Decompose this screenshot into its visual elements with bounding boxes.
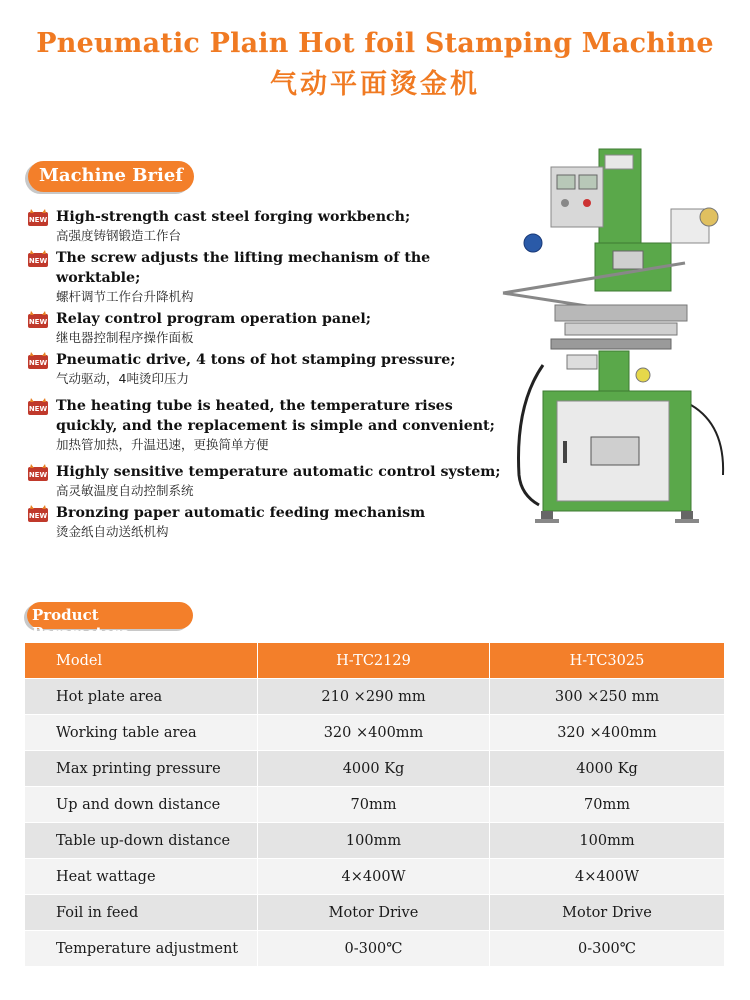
feature-text: The screw adjusts the lifting mechanism of the worktable; [56, 250, 431, 286]
table-cell: 320 ×400mm [257, 715, 489, 750]
svg-text:NEW: NEW [28, 257, 48, 265]
table-cell: Working table area [56, 724, 197, 741]
table-row [25, 714, 724, 750]
table-cell: 100mm [489, 823, 724, 858]
feature-text: High-strength cast steel forging workbench; [56, 209, 411, 225]
svg-text:NEW: NEW [28, 359, 48, 367]
new-badge-icon [26, 504, 50, 526]
feature-text: Pneumatic drive, 4 tons of hot stamping pressure; [56, 352, 456, 368]
feature-text-chinese: 高灵敏温度自动控制系统 [56, 483, 194, 498]
new-badge-icon [26, 208, 50, 230]
table-header-row [25, 642, 724, 678]
table-row [25, 678, 724, 714]
table-cell: 210 ×290 mm [257, 679, 489, 714]
svg-text:NEW: NEW [28, 318, 48, 326]
table-cell: Max printing pressure [56, 760, 221, 777]
feature-text-chinese: 继电器控制程序操作面板 [56, 330, 194, 345]
table-cell: 70mm [257, 787, 489, 822]
header-cell: H-TC2129 [257, 643, 489, 678]
svg-text:NEW: NEW [28, 471, 48, 479]
table-row [25, 930, 724, 966]
page-title-chinese: 气动平面烫金机 [270, 69, 480, 100]
feature-text: Bronzing paper automatic feeding mechanism [56, 505, 426, 521]
table-row [25, 786, 724, 822]
table-row [25, 894, 724, 930]
feature-text-chinese: 高强度铸钢锻造工作台 [56, 228, 182, 243]
table-cell: Foil in feed [56, 904, 139, 921]
svg-text:NEW: NEW [28, 216, 48, 224]
new-badge-icon [26, 463, 50, 485]
machine-brief-heading: Machine Brief [28, 161, 194, 192]
page-title: Pneumatic Plain Hot foil Stamping Machine [36, 28, 714, 59]
table-cell: Up and down distance [56, 796, 221, 813]
header-cell: Model [56, 652, 103, 669]
parameters-table [25, 642, 724, 966]
svg-text:NEW: NEW [28, 405, 48, 413]
feature-item [26, 309, 506, 347]
new-badge-icon [26, 351, 50, 373]
feature-item [26, 207, 506, 245]
feature-item [26, 350, 506, 388]
feature-text-chinese: 烫金纸自动送纸机构 [56, 524, 169, 539]
table-cell: Table up-down distance [56, 832, 231, 849]
machine-photo [495, 145, 735, 530]
table-cell: 0-300℃ [257, 931, 489, 966]
feature-text-chinese: 气动驱动，4吨烫印压力 [56, 371, 189, 386]
table-cell: 4000 Kg [489, 751, 724, 786]
product-parameters-heading: Product Parameters [27, 602, 193, 629]
new-badge-icon [26, 310, 50, 332]
feature-text: Highly sensitive temperature automatic control system; [56, 464, 501, 480]
table-cell: 0-300℃ [489, 931, 724, 966]
table-cell: 300 ×250 mm [489, 679, 724, 714]
table-cell: 320 ×400mm [489, 715, 724, 750]
feature-text: Relay control program operation panel; [56, 311, 372, 327]
feature-text-chinese: 螺杆调节工作台升降机构 [56, 289, 194, 304]
feature-item [26, 248, 506, 306]
table-cell: 4×400W [257, 859, 489, 894]
feature-list [26, 207, 506, 544]
new-badge-icon [26, 397, 50, 419]
svg-text:NEW: NEW [28, 512, 48, 520]
feature-item [26, 396, 506, 454]
table-cell: 100mm [257, 823, 489, 858]
feature-text-chinese: 加热管加热，升温迅速，更换简单方便 [56, 437, 269, 452]
feature-item [26, 503, 506, 541]
new-badge-icon [26, 249, 50, 271]
feature-item [26, 462, 506, 500]
table-cell: 70mm [489, 787, 724, 822]
table-row [25, 822, 724, 858]
table-row [25, 858, 724, 894]
table-cell: Heat wattage [56, 868, 156, 885]
table-cell: Motor Drive [489, 895, 724, 930]
table-row [25, 750, 724, 786]
header-cell: H-TC3025 [489, 643, 724, 678]
table-cell: 4×400W [489, 859, 724, 894]
table-cell: Motor Drive [257, 895, 489, 930]
table-cell: 4000 Kg [257, 751, 489, 786]
feature-text: The heating tube is heated, the temperature rises quickly, and the replacement is simple and convenient; [56, 398, 495, 434]
table-cell: Hot plate area [56, 688, 163, 705]
table-cell: Temperature adjustment [56, 940, 239, 957]
